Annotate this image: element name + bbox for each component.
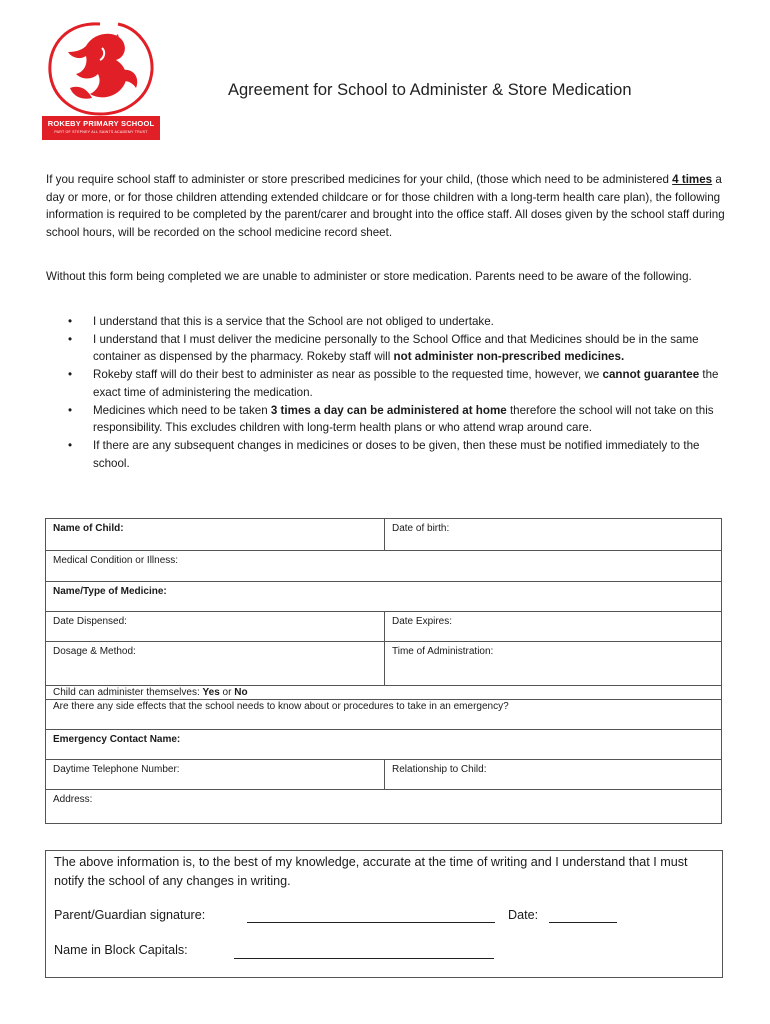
intro-paragraph: If you require school staff to administer or store prescribed medicines for your child, (those which need to be administered 4 times a day or more, or for those children attending extended childcare or for those children with a long-term health care plan), the following information is required to be completed by the parent/carer and brought into the office staff. All doses given by the school staff during school hours, will be recorded on the school medicine record sheet. [46,173,725,240]
bullet-icon: • [68,438,73,452]
signature-label: Parent/Guardian signature: [54,908,206,922]
bullet-icon: • [68,315,73,328]
signature-line[interactable] [247,921,495,923]
bullet-icon: • [68,403,73,417]
relationship-field[interactable]: Relationship to Child: [385,760,722,790]
date-line[interactable] [549,921,617,923]
bullet-icon: • [68,332,73,346]
medication-form-table [45,518,722,824]
block-capitals-line[interactable] [234,957,494,959]
medical-condition-field[interactable]: Medical Condition or Illness: [46,551,722,582]
list-item: • Medicines which need to be taken 3 times a day can be administered at home therefore the school will not take on this responsibility. This excludes children with long-term health plans or who attend wrap around care. [68,403,714,435]
dosage-method-field[interactable]: Dosage & Method: [46,642,385,686]
four-times-emphasis: 4 times [672,173,713,186]
emergency-contact-field[interactable]: Emergency Contact Name: [46,730,722,760]
declaration-box [45,850,723,978]
conditions-list [46,313,726,472]
logo-band [42,116,160,140]
block-capitals-label: Name in Block Capitals: [54,943,188,957]
date-of-birth-field[interactable]: Date of birth: [385,519,722,551]
date-label: Date: [508,908,539,922]
date-expires-field[interactable]: Date Expires: [385,612,722,642]
date-dispensed-field[interactable]: Date Dispensed: [46,612,385,642]
declaration-statement: The above information is, to the best of my knowledge, accurate at the time of writing and I understand that I must notify the school of any changes in writing. [54,855,688,888]
address-field[interactable]: Address: [46,790,722,824]
list-item: • I understand that this is a service that the School are not obliged to undertake. [46,313,726,331]
school-logo [40,18,162,142]
list-item: • Rokeby staff will do their best to administer as near as possible to the requested time, however, we cannot guarantee the exact time of administering the medication. [68,368,719,399]
list-item: • I understand that I must deliver the medicine personally to the School Office and that Medicines should be in the same container as dispensed by the pharmacy. Rokeby staff will not administer non-prescribed medicines. [68,332,699,364]
logo-school-name: ROKEBY PRIMARY SCHOOL [47,119,155,128]
self-administer-field[interactable]: Child can administer themselves: Yes or No [46,686,722,700]
time-of-administration-field[interactable]: Time of Administration: [385,642,722,686]
yes-option: Yes [202,687,220,698]
side-effects-field[interactable]: Are there any side effects that the school needs to know about or procedures to take in an emergency? [46,700,722,730]
no-option: No [234,687,248,698]
warning-paragraph: Without this form being completed we are unable to administer or store medication. Parents need to be aware of the following. [46,270,692,283]
page-title: Agreement for School to Administer & Store Medication [228,81,632,99]
griffin-crest-icon [40,18,162,118]
name-of-child-field[interactable]: Name of Child: [46,519,385,551]
logo-motto: PART OF STEPNEY ALL SAINTS ACADEMY TRUST [54,130,148,134]
daytime-telephone-field[interactable]: Daytime Telephone Number: [46,760,385,790]
medicine-type-field[interactable]: Name/Type of Medicine: [46,582,722,612]
bullet-icon: • [68,368,73,382]
list-item: • If there are any subsequent changes in medicines or doses to be given, then these must be notified immediately to the school. [68,438,700,470]
